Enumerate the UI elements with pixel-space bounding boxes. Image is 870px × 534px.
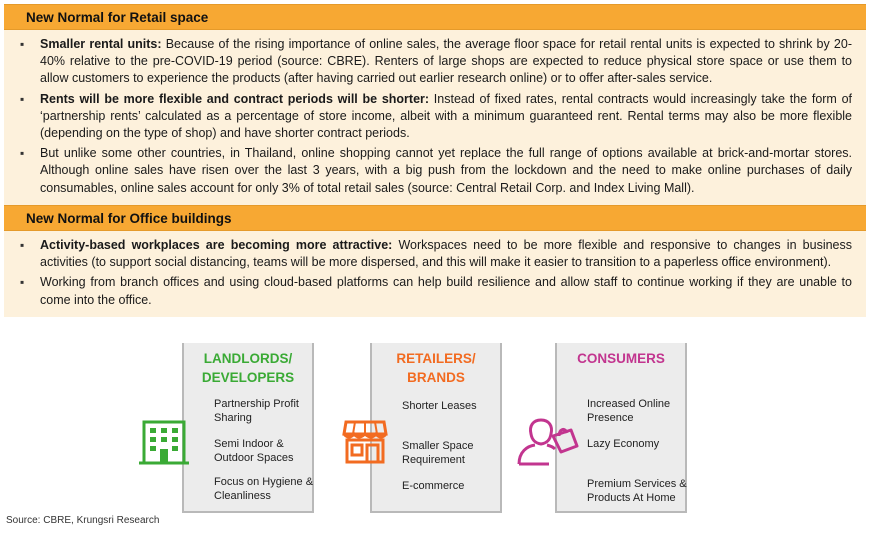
person-shopping-bag-icon [515, 414, 581, 471]
retail-bullet-3 [14, 145, 852, 197]
retail-bullet-1 [14, 36, 852, 88]
card-title-line2: DEVELOPERS [201, 370, 295, 385]
card-item: Lazy Economy [587, 438, 660, 450]
card-item: Premium Services & Products At Home [587, 478, 687, 504]
card-title-line1: LANDLORDS/ [203, 351, 293, 366]
bullet-bold-lead: Activity-based workplaces are becoming more attractive: [40, 238, 393, 252]
office-body [4, 231, 866, 317]
bullet-text: But unlike some other countries, in Thailand, online shopping cannot yet replace the full range of options available at brick-and-mortar stores. Although online sales have risen over the last 3 years, with a big push from the lockdown and the need to make online purchases of daily consumables, online sales account for only 3% of total retail sales (source: Central Retail Corp. and Index Living Mall). [40, 146, 852, 195]
card-title-line1: RETAILERS/ [396, 351, 476, 366]
card-retailers [370, 343, 502, 513]
bullet-text: Working from branch offices and using cloud-based platforms can help build resilience and allow staff to continue working if they are unable to come into the office. [40, 275, 852, 307]
bullet-text: Workspaces need to be more flexible and responsive to changes in business activities (to support social distancing, teams will be more dispersed, and this will make it easier to transition to a paperless office environment). [40, 238, 853, 270]
card-item: Smaller Space Requirement [402, 440, 474, 466]
bullet-text: Instead of fixed rates, rental contracts would increasingly take the form of ‘partnership rents’ calculated as a percentage of store income, albeit with a minimum guaranteed rent. Rental terms may also be more flexible (depending on the type of shop) and have shorter contract periods. [40, 91, 852, 141]
card-title-line1: CONSUMERS [577, 351, 665, 366]
bullet-bold-lead: Rents will be more flexible and contract periods will be shorter: [40, 91, 430, 106]
office-bullet-2 [14, 274, 852, 308]
office-heading: New Normal for Office buildings [4, 205, 866, 231]
retail-bullet-2 [14, 91, 852, 143]
office-section [4, 205, 866, 317]
card-item: Partnership Profit Sharing [214, 398, 299, 424]
bullet-text: Because of the rising importance of online sales, the average floor space for retail rental units is expected to shrink by 20-40% relative to the pre-COVID-19 period (source: CBRE). Renters of large shops are expected to reduce physical store space or use them to allow customers to experience the products (after having carried out earlier research online) or to offer after-sales service. [40, 37, 852, 86]
card-item: E-commerce [402, 480, 465, 492]
card-item: Focus on Hygiene & Cleanliness [214, 476, 314, 502]
retail-section [4, 4, 866, 205]
retail-heading: New Normal for Retail space [4, 4, 866, 30]
office-building-icon [138, 418, 190, 471]
storefront-icon [342, 418, 388, 471]
card-title-line2: BRANDS [407, 370, 465, 385]
card-landlords [182, 343, 314, 513]
card-item: Shorter Leases [402, 400, 477, 412]
card-item: Semi Indoor & Outdoor Spaces [214, 438, 294, 464]
office-bullet-1 [14, 237, 852, 271]
bullet-bold-lead: Smaller rental units: [40, 37, 162, 51]
source-note: Source: CBRE, Krungsri Research [6, 515, 160, 526]
retail-body [4, 30, 866, 205]
card-item: Increased Online Presence [587, 398, 671, 424]
